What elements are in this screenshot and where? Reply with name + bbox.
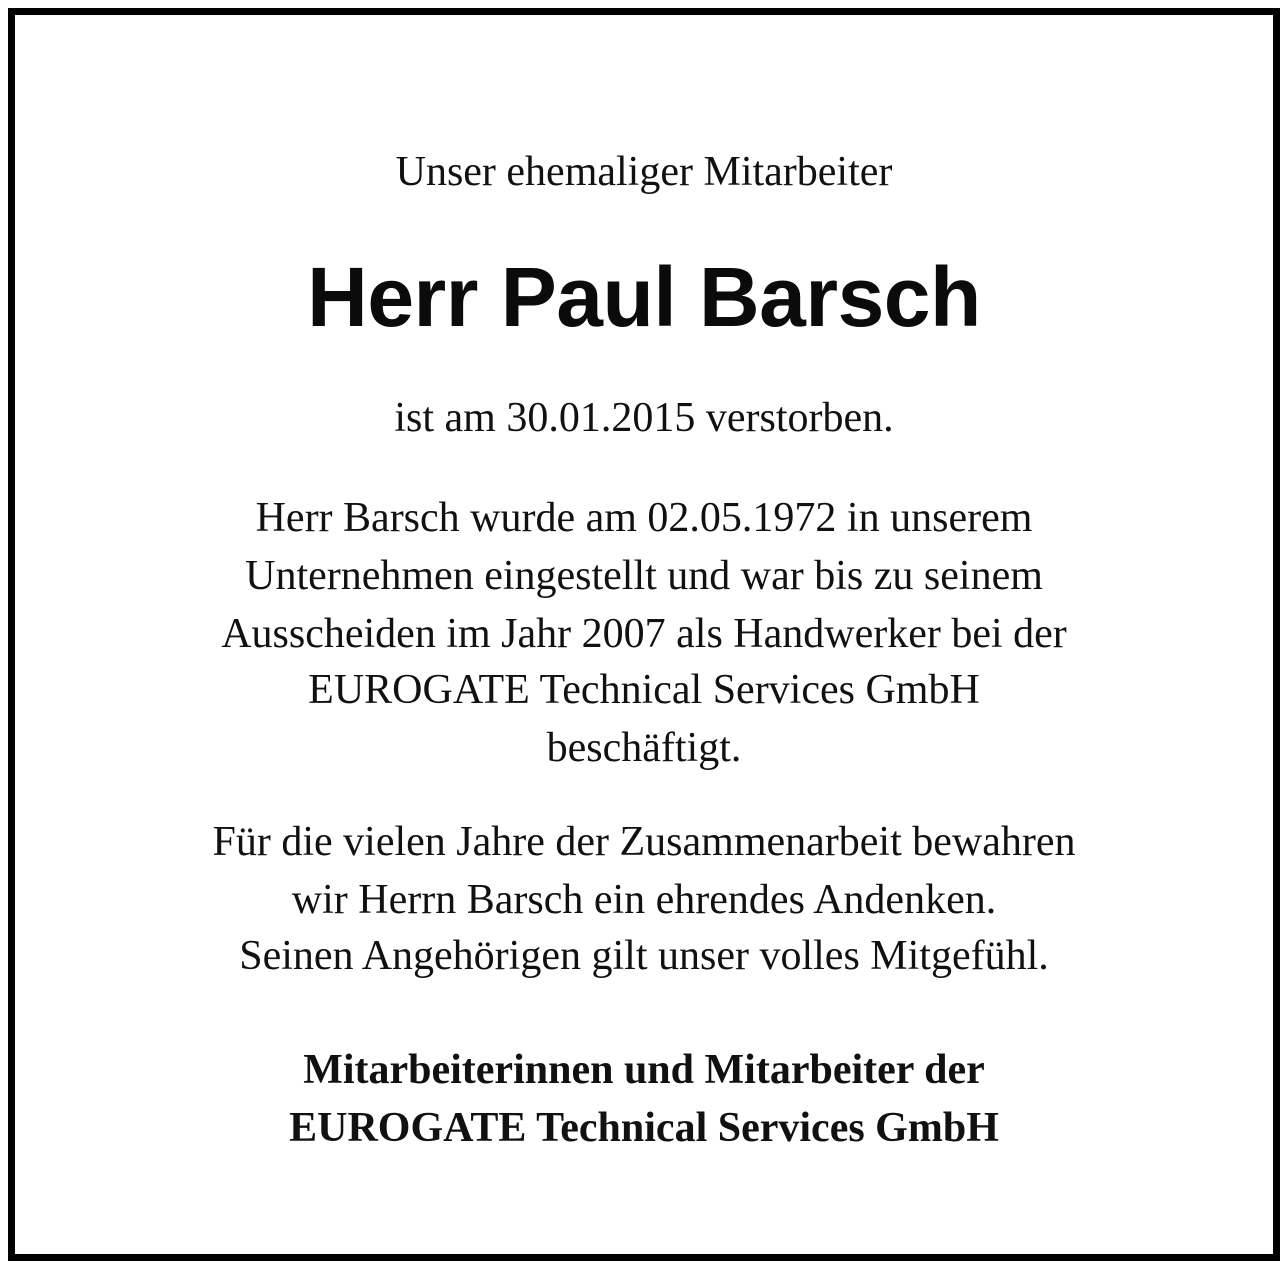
tribute-line-3: Seinen Angehörigen gilt unser volles Mitgefühl. xyxy=(239,933,1049,979)
career-line-2: Unternehmen eingestellt und war bis zu seinem xyxy=(245,553,1043,599)
tribute-line-1: Für die vielen Jahre der Zusammenarbeit bewahren xyxy=(212,819,1076,865)
tribute-line-2: wir Herrn Barsch ein ehrendes Andenken. xyxy=(291,877,997,923)
career-line-3: Ausscheiden im Jahr 2007 als Handwerker bei der xyxy=(221,611,1067,657)
career-line-5: beschäftigt. xyxy=(546,725,742,771)
career-line-4: EUROGATE Technical Services GmbH xyxy=(308,667,980,713)
notice-frame xyxy=(8,8,1280,1261)
death-date-text: ist am 30.01.2015 verstorben. xyxy=(394,395,894,441)
signature-line-1: Mitarbeiterinnen und Mitarbeiter der xyxy=(303,1047,985,1093)
intro-text: Unser ehemaliger Mitarbeiter xyxy=(395,149,893,195)
deceased-name: Herr Paul Barsch xyxy=(307,250,981,344)
signature-line-2: EUROGATE Technical Services GmbH xyxy=(289,1105,999,1151)
career-line-1: Herr Barsch wurde am 02.05.1972 in unserem xyxy=(255,495,1033,541)
